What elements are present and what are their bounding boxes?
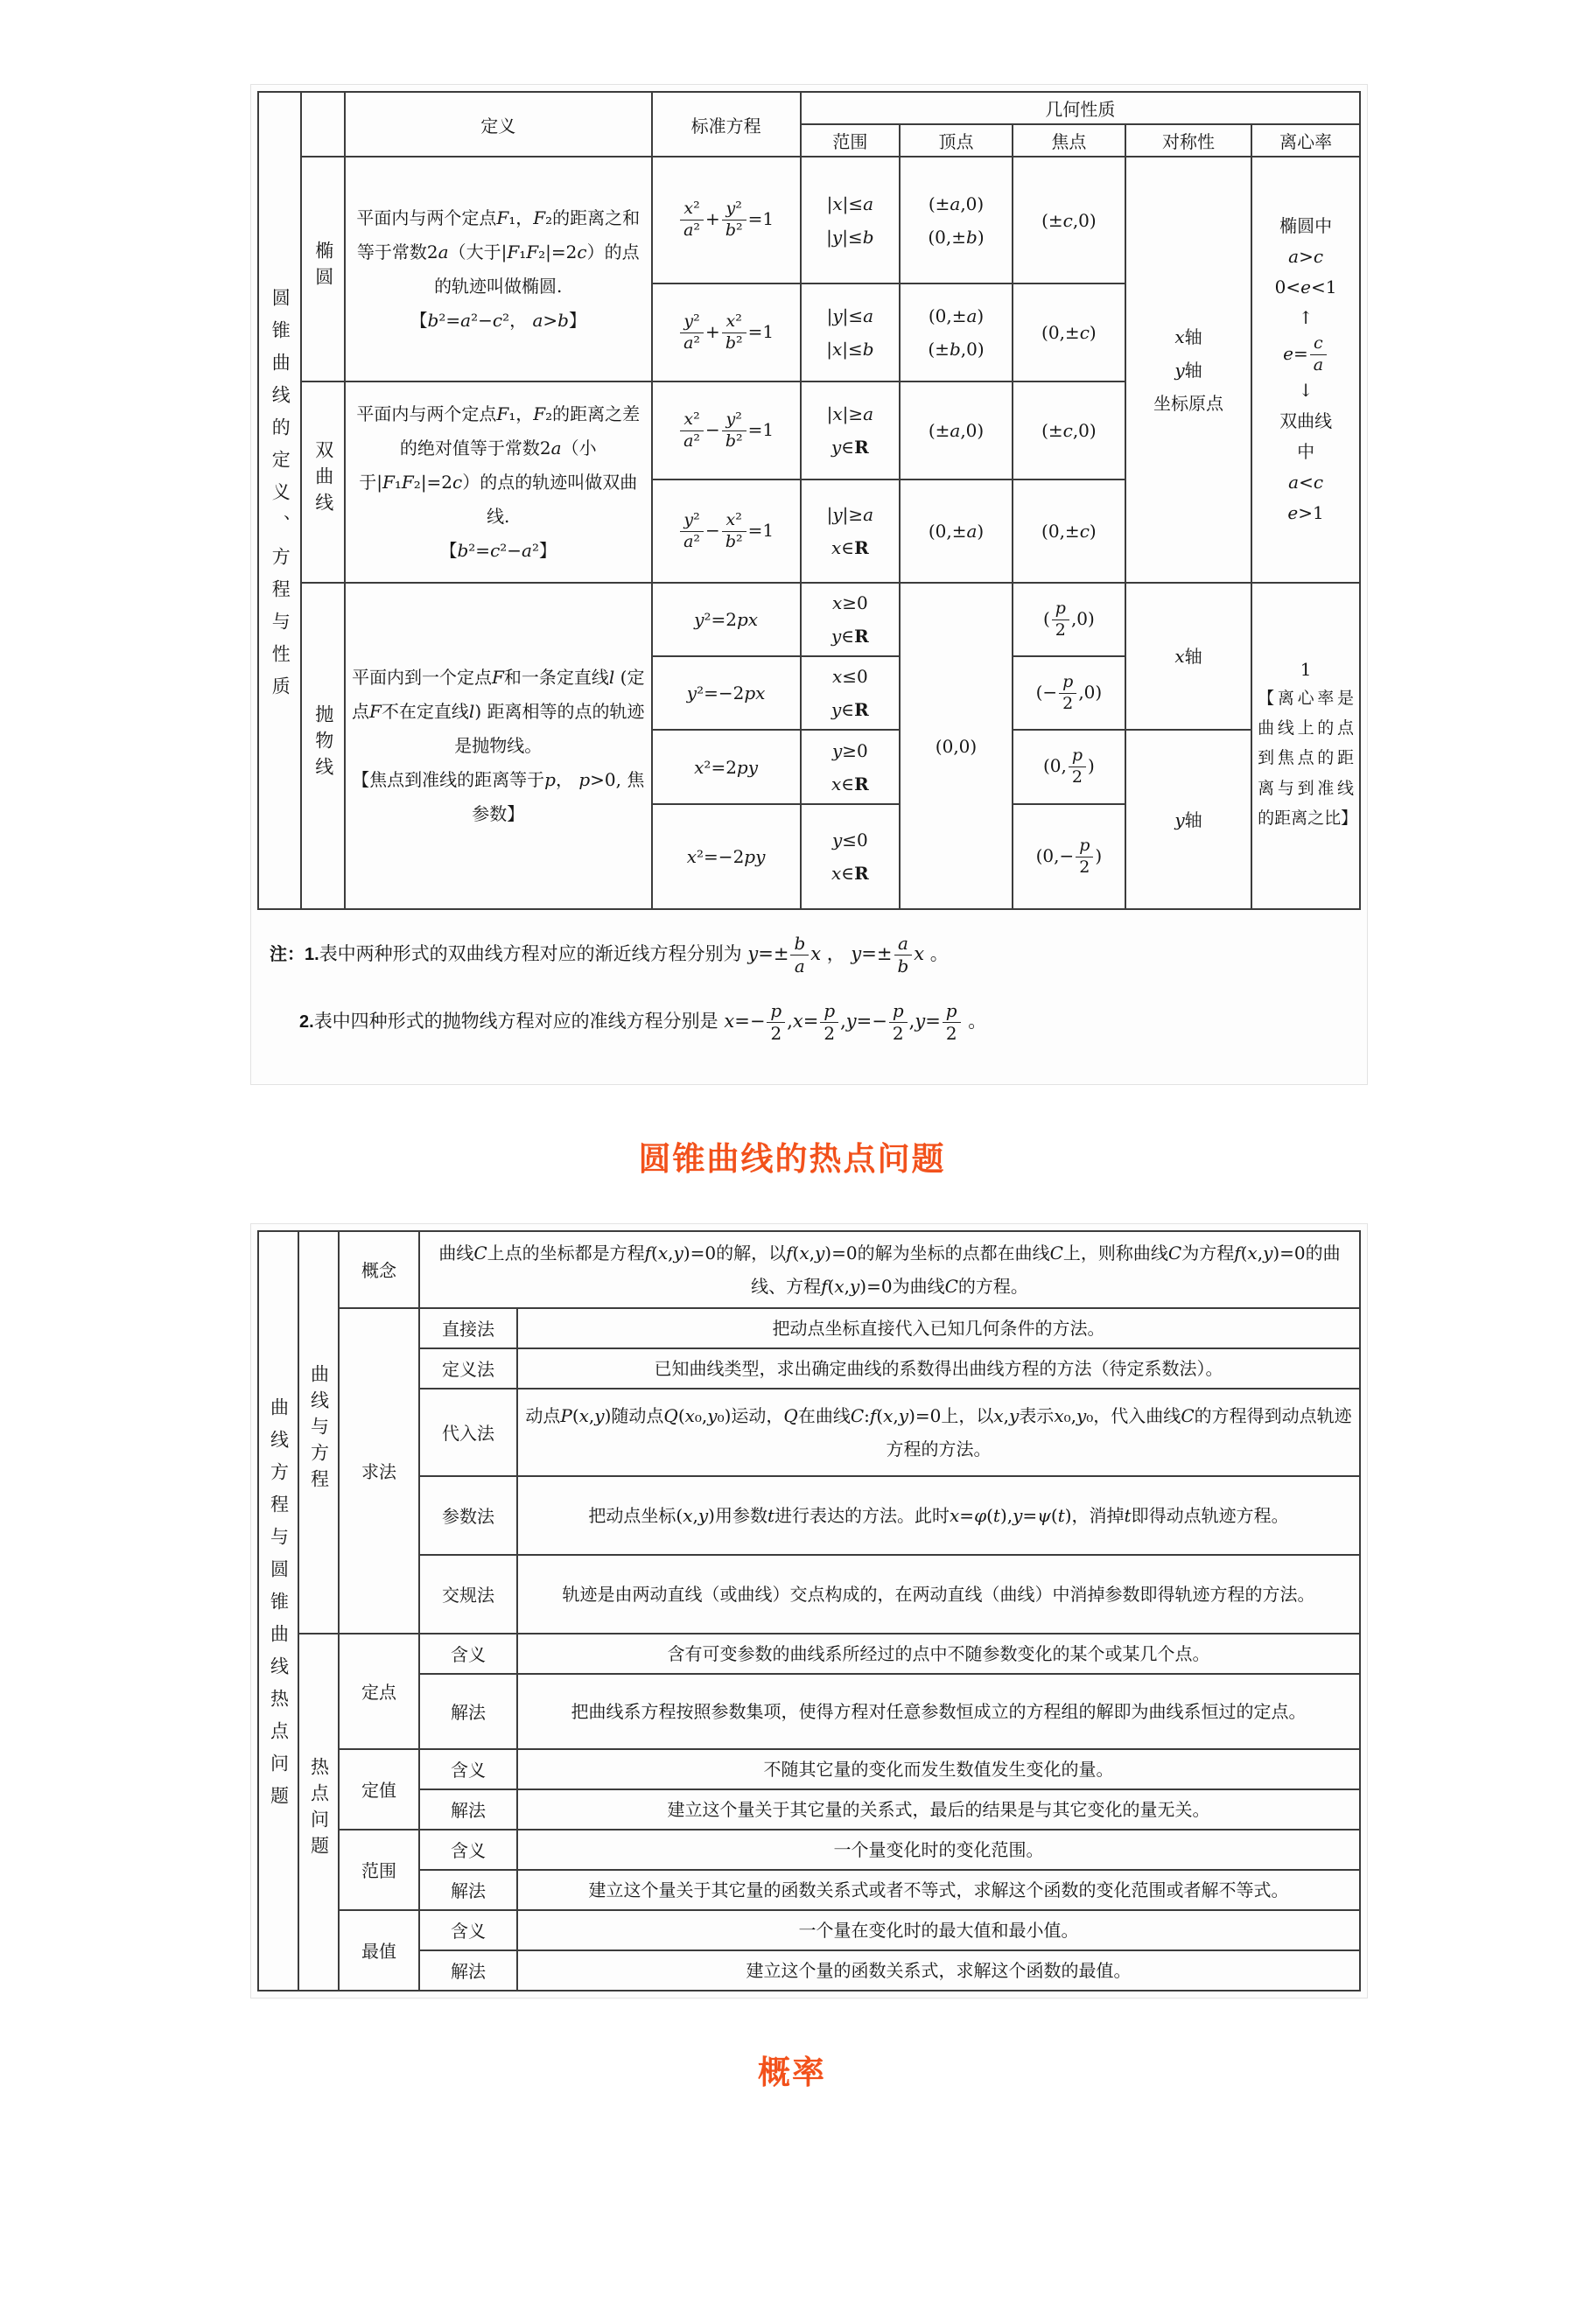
note-1 — [270, 933, 1347, 977]
range-meaning-text: 一个量变化时的变化范围。 — [517, 1830, 1360, 1870]
hot-topics-heading: 圆锥曲线的热点问题 — [638, 1140, 946, 1177]
hyperbola-equation-1: $\frac{\text{x²}}{\text{a²}}$ − $\frac{\text{y²}}{\text{b²}}$ =1 — [652, 382, 801, 480]
hyperbola-label-cell — [301, 382, 344, 583]
header-standard-equation: 标准方程 — [652, 92, 801, 157]
method-intersection-label: 交规法 — [419, 1555, 517, 1634]
ellipse-vertex-2: (0,±a) (±b,0) — [900, 284, 1013, 382]
parabola-definition: 平面内到一个定点F和一条定直线l (定点F不在定直线l) 距离相等的点的轨迹是抛物线。 【焦点到准线的距离等于p， p>0, 焦参数】 — [345, 583, 652, 909]
parabola-symmetry-x: x轴 — [1125, 583, 1251, 730]
parabola-equation-1: y²=2px — [652, 583, 801, 656]
topic-range-label: 范围 — [339, 1830, 419, 1910]
note-2-number: 2. — [299, 1012, 314, 1032]
parabola-focus-1: ( $\frac{p}{2}$ ,0) — [1013, 583, 1125, 656]
topic-max-min-label: 最值 — [339, 1910, 419, 1991]
range-meaning-label: 含义 — [419, 1830, 517, 1870]
parabola-equation-3: x²=2py — [652, 730, 801, 804]
max-min-meaning-label: 含义 — [419, 1910, 517, 1950]
methods-label: 求法 — [339, 1308, 419, 1634]
ellipse-label-cell — [301, 157, 344, 382]
method-definition-text: 已知曲线类型，求出确定曲线的系数得出曲线方程的方法（待定系数法）。 — [517, 1348, 1360, 1389]
max-min-solution-text: 建立这个量的函数关系式，求解这个函数的最值。 — [517, 1950, 1360, 1991]
range-solution-label: 解法 — [419, 1870, 517, 1910]
conic-symmetry-cell: x轴 y轴 坐标原点 — [1125, 157, 1251, 583]
parabola-eccentricity-note: 【离心率是曲线上的点到焦点的距离与到准线的距离之比】 — [1258, 689, 1358, 828]
parabola-eccentricity-cell — [1251, 583, 1360, 909]
hyperbola-focus-2: (0,±c) — [1013, 480, 1125, 583]
probability-heading: 概率 — [758, 2054, 826, 2090]
note-1-number: 1. — [305, 944, 319, 964]
ellipse-range-2: |y|≤a |x|≤b — [801, 284, 900, 382]
method-definition-label: 定义法 — [419, 1348, 517, 1389]
topic-fixed-point-label: 定点 — [339, 1634, 419, 1749]
fixed-point-solution-label: 解法 — [419, 1674, 517, 1749]
hyperbola-focus-1: (±c,0) — [1013, 382, 1125, 480]
method-direct-text: 把动点坐标直接代入已知几何条件的方法。 — [517, 1308, 1360, 1348]
header-range: 范围 — [801, 124, 900, 157]
fixed-point-meaning-label: 含义 — [419, 1634, 517, 1674]
parabola-symmetry-y: y轴 — [1125, 730, 1251, 909]
parabola-focus-2: (− $\frac{p}{2}$ ,0) — [1013, 656, 1125, 730]
note-prefix: 注： — [270, 944, 305, 964]
note-2-text: 表中四种形式的抛物线方程对应的准线方程分别是 x=− $\frac{p}{2}$ ,x= $\frac{p}{2}$ ,y=− $\frac{p}{2}$ ,y= $\frac{p}{2}$ 。 — [313, 999, 987, 1044]
hyperbola-vertex-1: (±a,0) — [900, 382, 1013, 480]
conic-table-panel — [250, 84, 1368, 1085]
parabola-range-1: x≥0 y∈R — [801, 583, 900, 656]
parabola-range-3: y≥0 x∈R — [801, 730, 900, 804]
header-vertex: 顶点 — [900, 124, 1013, 157]
concept-text: 曲线C上点的坐标都是方程f(x,y)=0的解，以f(x,y)=0的解为坐标的点都在曲线C上，则称曲线C为方程f(x,y)=0的曲线、方程f(x,y)=0为曲线C的方程。 — [419, 1231, 1360, 1308]
fixed-point-meaning-text: 含有可变参数的曲线系所经过的点中不随参数变化的某个或某几个点。 — [517, 1634, 1360, 1674]
conic-table — [257, 91, 1361, 910]
page — [0, 84, 1584, 2324]
ellipse-focus-2: (0,±c) — [1013, 284, 1125, 382]
conic-eccentricity-cell: 椭圆中 a>c 0<e<1 ↑ e= $\frac{c}{a}$ ↓ 双曲线 中 a<c e>1 — [1251, 157, 1360, 583]
concept-label: 概念 — [339, 1231, 419, 1308]
parabola-equation-4: x²=−2py — [652, 804, 801, 909]
ellipse-equation-1: $\frac{\text{x²}}{\text{a²}}$ + $\frac{\text{y²}}{\text{b²}}$ =1 — [652, 157, 801, 284]
parabola-focus-3: (0, $\frac{p}{2}$ ) — [1013, 730, 1125, 804]
max-min-solution-label: 解法 — [419, 1950, 517, 1991]
table2-side-label: 曲线方程与圆锥曲线热点问题 — [268, 1397, 289, 1819]
parabola-eccentricity-value: 1 — [1300, 659, 1312, 681]
parabola-focus-4: (0,− $\frac{p}{2}$ ) — [1013, 804, 1125, 909]
hyperbola-range-1: |x|≥a y∈R — [801, 382, 900, 480]
parabola-equation-2: y²=−2px — [652, 656, 801, 730]
curve-equation-group-label: 曲线与方程 — [308, 1363, 329, 1495]
table1-side-label: 圆锥曲线的定义、方程与性质 — [270, 287, 291, 709]
method-substitution-label: 代入法 — [419, 1389, 517, 1476]
max-min-meaning-text: 一个量在变化时的最大值和最小值。 — [517, 1910, 1360, 1950]
table1-notes — [257, 910, 1361, 1078]
parabola-vertex-cell: (0,0) — [900, 583, 1013, 909]
hot-topics-group-cell — [298, 1634, 339, 1991]
curve-equation-group-cell — [298, 1231, 339, 1634]
range-solution-text: 建立这个量关于其它量的函数关系式或者不等式，求解这个函数的变化范围或者解不等式。 — [517, 1870, 1360, 1910]
method-direct-label: 直接法 — [419, 1308, 517, 1348]
header-focus: 焦点 — [1013, 124, 1125, 157]
parabola-label: 抛物线 — [312, 704, 333, 783]
hyperbola-range-2: |y|≥a x∈R — [801, 480, 900, 583]
ellipse-definition: 平面内与两个定点F₁，F₂的距离之和等于常数2a（大于|F₁F₂|=2c）的点的轨迹叫做椭圆. 【b²=a²−c²， a>b】 — [345, 157, 652, 382]
fixed-value-meaning-label: 含义 — [419, 1749, 517, 1789]
table1-corner-cell — [301, 92, 344, 157]
note-2 — [270, 1000, 1347, 1045]
hot-topics-group-label: 热点问题 — [308, 1756, 329, 1862]
ellipse-vertex-1: (±a,0) (0,±b) — [900, 157, 1013, 284]
method-parameter-label: 参数法 — [419, 1476, 517, 1555]
hot-topics-table-panel — [250, 1223, 1368, 1998]
method-parameter-text: 把动点坐标(x,y)用参数t进行表达的方法。此时x=φ(t),y=ψ(t)，消掉t即得动点轨迹方程。 — [517, 1476, 1360, 1555]
hyperbola-label: 双曲线 — [312, 440, 333, 519]
header-symmetry: 对称性 — [1125, 124, 1251, 157]
header-geometric-properties: 几何性质 — [801, 92, 1360, 124]
hyperbola-equation-2: $\frac{\text{y²}}{\text{a²}}$ − $\frac{\text{x²}}{\text{b²}}$ =1 — [652, 480, 801, 583]
note-1-text: 表中两种形式的双曲线方程对应的渐近线方程分别为 y=± $\frac{b}{a}$ x ， y=± $\frac{a}{b}$ x 。 — [319, 933, 949, 976]
header-eccentricity: 离心率 — [1251, 124, 1360, 157]
parabola-label-cell — [301, 583, 344, 909]
hyperbola-definition: 平面内与两个定点F₁，F₂的距离之差的绝对值等于常数2a（小于|F₁F₂|=2c）的点的轨迹叫做双曲线. 【b²=c²−a²】 — [345, 382, 652, 583]
ellipse-range-1: |x|≤a |y|≤b — [801, 157, 900, 284]
hot-topics-table — [257, 1230, 1361, 1992]
ellipse-focus-1: (±c,0) — [1013, 157, 1125, 284]
method-intersection-text: 轨迹是由两动直线（或曲线）交点构成的，在两动直线（曲线）中消掉参数即得轨迹方程的方法。 — [517, 1555, 1360, 1634]
header-definition: 定义 — [345, 92, 652, 157]
ellipse-equation-2: $\frac{\text{y²}}{\text{a²}}$ + $\frac{\text{x²}}{\text{b²}}$ =1 — [652, 284, 801, 382]
ellipse-label: 椭圆 — [312, 240, 333, 293]
parabola-range-2: x≤0 y∈R — [801, 656, 900, 730]
fixed-point-solution-text: 把曲线系方程按照参数集项，使得方程对任意参数恒成立的方程组的解即为曲线系恒过的定点。 — [517, 1674, 1360, 1749]
topic-fixed-value-label: 定值 — [339, 1749, 419, 1830]
fixed-value-solution-text: 建立这个量关于其它量的关系式，最后的结果是与其它变化的量无关。 — [517, 1789, 1360, 1830]
table2-side-label-cell — [258, 1231, 298, 1991]
fixed-value-meaning-text: 不随其它量的变化而发生数值发生变化的量。 — [517, 1749, 1360, 1789]
parabola-range-4: y≤0 x∈R — [801, 804, 900, 909]
fixed-value-solution-label: 解法 — [419, 1789, 517, 1830]
method-substitution-text: 动点P(x,y)随动点Q(x₀,y₀)运动，Q在曲线C:f(x,y)=0上，以x,y表示x₀,y₀，代入曲线C的方程得到动点轨迹方程的方法。 — [517, 1389, 1360, 1476]
table1-side-label-cell — [258, 92, 301, 909]
hyperbola-vertex-2: (0,±a) — [900, 480, 1013, 583]
